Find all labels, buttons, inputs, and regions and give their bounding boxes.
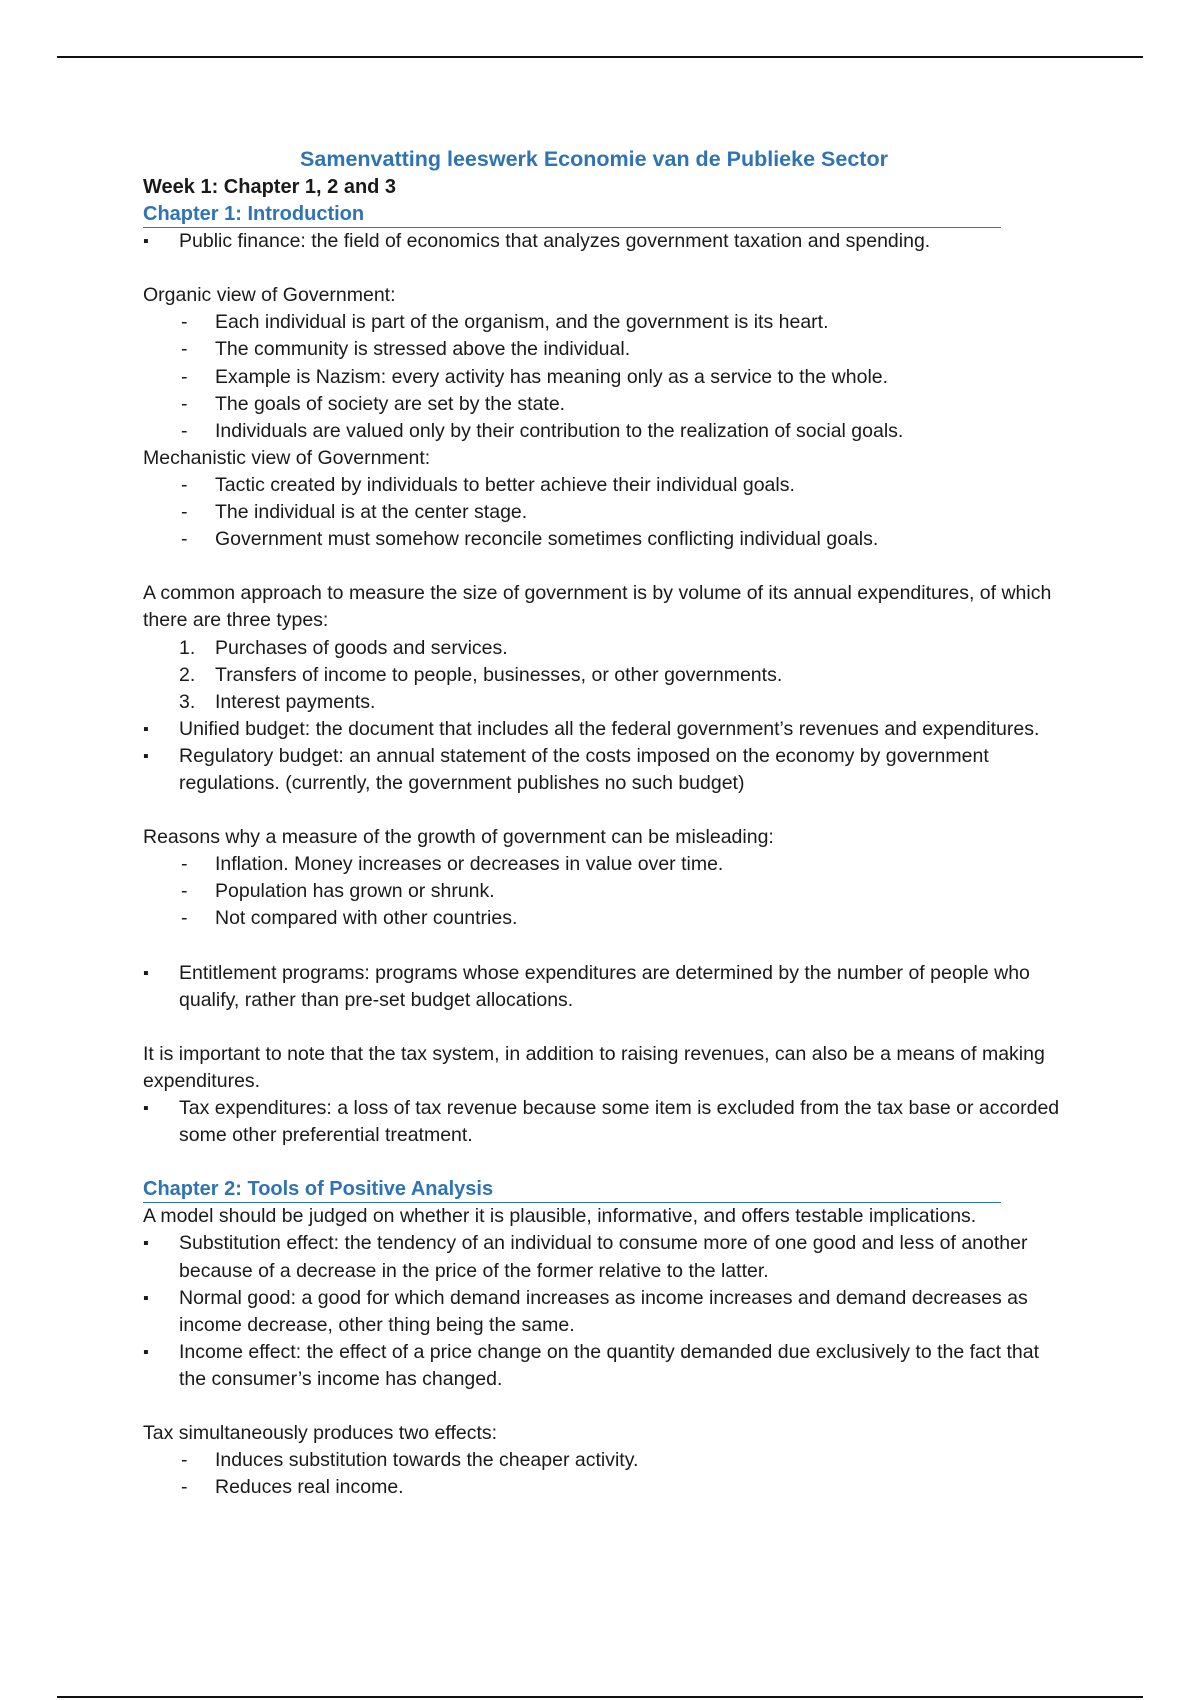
bullet-entitlement: ▪ Entitlement programs: programs whose expenditures are determined by the number of people who qualify, rather than pre-set budget allocations. [143,960,1063,1014]
expenditure-type: 2. Transfers of income to people, businesses, or other governments. [179,663,783,686]
organic-item: - Example is Nazism: every activity has meaning only as a service to the whole. [143,364,1063,391]
bullet-unified-budget: ▪ Unified budget: the document that includes all the federal government’s revenues and expenditures. [143,716,1063,743]
organic-item: - Individuals are valued only by their contribution to the realization of social goals. [143,418,1063,445]
bullet-regulatory-budget: ▪ Regulatory budget: an annual statement of the costs imposed on the economy by government regulations. (currently, the government publishes no such budget) [143,743,1063,797]
chapter-1-heading: Chapter 1: Introduction [143,201,1001,228]
organic-item: - Each individual is part of the organism, and the government is its heart. [143,309,1063,336]
reason-item: - Inflation. Money increases or decreases in value over time. [143,851,1063,878]
chapter-2-heading: Chapter 2: Tools of Positive Analysis [143,1176,1001,1203]
tax-effect-item: - Induces substitution towards the cheaper activity. [143,1447,1063,1474]
header-rule [57,56,1143,58]
bullet-substitution-effect: ▪ Substitution effect: the tendency of an individual to consume more of one good and less of another because of a decrease in the price of the former relative to the latter. [143,1230,1063,1284]
measure-intro: A common approach to measure the size of government is by volume of its annual expenditures, of which there are three types: [143,582,1052,632]
bullet-public-finance: ▪ Public finance: the field of economics that analyzes government taxation and spending. [143,228,1063,255]
footer-rule [57,1696,1143,1698]
reason-item: - Not compared with other countries. [143,905,1063,932]
reasons-title: Reasons why a measure of the growth of government can be misleading: [143,826,774,849]
expenditure-type: 3. Interest payments. [179,690,376,713]
tax-system-note: It is important to note that the tax system, in addition to raising revenues, can also be a means of making expenditures. [143,1042,1045,1092]
organic-view-title: Organic view of Government: [143,284,396,307]
organic-item: - The community is stressed above the individual. [143,336,1063,363]
bullet-income-effect: ▪ Income effect: the effect of a price change on the quantity demanded due exclusively to the fact that the consumer’s income has changed. [143,1339,1063,1393]
bullet-tax-expenditures: ▪ Tax expenditures: a loss of tax revenue because some item is excluded from the tax base or accorded some other preferential treatment. [143,1095,1063,1149]
tax-effects-title: Tax simultaneously produces two effects: [143,1422,498,1445]
document-title: Samenvatting leeswerk Economie van de Publieke Sector [300,147,888,171]
model-paragraph: A model should be judged on whether it is plausible, informative, and offers testable implications. [143,1205,977,1228]
mechanistic-item: - Government must somehow reconcile sometimes conflicting individual goals. [143,526,1063,553]
mechanistic-view-title: Mechanistic view of Government: [143,446,431,469]
expenditure-type: 1. Purchases of goods and services. [179,636,508,659]
bullet-normal-good: ▪ Normal good: a good for which demand increases as income increases and demand decreases as income decrease, other thing being the same. [143,1285,1063,1339]
reason-item: - Population has grown or shrunk. [143,878,1063,905]
organic-item: - The goals of society are set by the state. [143,391,1063,418]
week-heading: Week 1: Chapter 1, 2 and 3 [143,176,397,198]
tax-effect-item: - Reduces real income. [143,1474,1063,1501]
mechanistic-item: - Tactic created by individuals to better achieve their individual goals. [143,472,1063,499]
mechanistic-item: - The individual is at the center stage. [143,499,1063,526]
document-body [143,144,1063,1501]
